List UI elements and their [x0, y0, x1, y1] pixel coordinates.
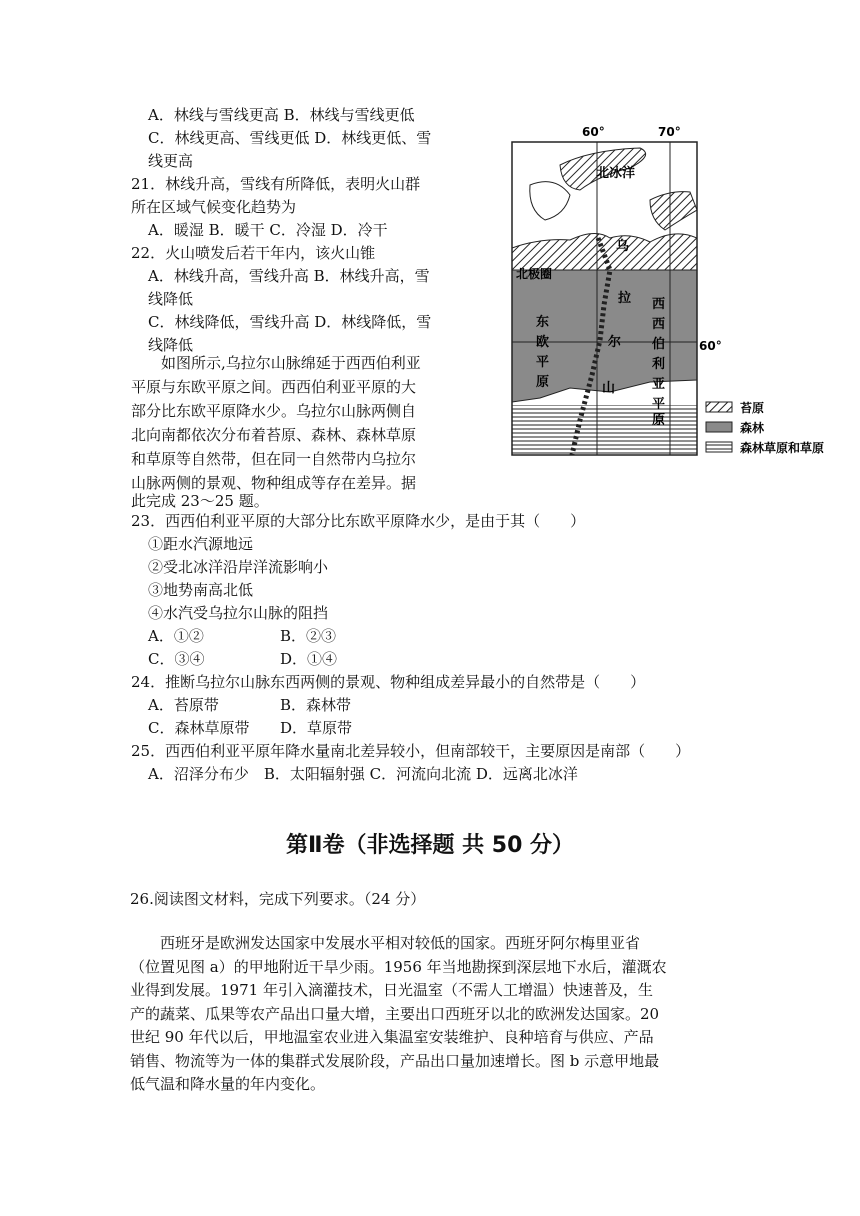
- svg-text:乌: 乌: [616, 239, 630, 254]
- svg-text:伯: 伯: [652, 337, 666, 352]
- section-title: 第Ⅱ卷（非选择题 共 50 分）: [285, 833, 575, 858]
- q25-stem: 25．西西伯利亚平原年降水量南北差异较小，但南部较干，主要原因是南部（ ）: [131, 742, 691, 760]
- svg-text:亚: 亚: [652, 377, 666, 392]
- q20-option-line-1: A．林线与雪线更高 B．林线与雪线更低: [148, 106, 415, 124]
- svg-text:原: 原: [536, 375, 550, 390]
- q24-option-b: B．森林带: [280, 696, 352, 714]
- q23-item-2: ②受北冰洋沿岸洋流影响小: [148, 558, 329, 576]
- q21-options: A．暖湿 B．暖干 C．冷湿 D．冷干: [148, 221, 388, 239]
- q26-material: [130, 932, 730, 1097]
- svg-text:西: 西: [652, 317, 666, 332]
- q23-item-1: ①距水汽源地远: [148, 535, 254, 553]
- q23-option-d: D．①④: [280, 650, 338, 668]
- legend-forest-swatch: [706, 422, 732, 432]
- q22-option-line-4: 线降低: [148, 336, 194, 354]
- q23-item-3: ③地势南高北低: [148, 581, 254, 599]
- legend-tundra-swatch: [706, 402, 732, 412]
- intro-line-4: 北向南都依次分布着苔原、森林、森林草原: [131, 426, 417, 444]
- q26-line-2: （位置见图 a）的甲地附近干旱少雨。1956 年当地勘探到深层地下水后，灌溉农: [130, 957, 667, 976]
- q20-option-line-3: 线更高: [148, 152, 194, 170]
- q24-stem: 24．推断乌拉尔山脉东西两侧的景观、物种组成差异最小的自然带是（ ）: [131, 673, 646, 691]
- q24-option-a: A．苔原带: [148, 696, 219, 714]
- lon-60-label: 60°: [582, 125, 605, 139]
- q22-option-line-2: 线降低: [148, 290, 194, 308]
- svg-text:山: 山: [602, 381, 616, 396]
- svg-text:平: 平: [536, 355, 550, 370]
- svg-text:西: 西: [652, 297, 666, 312]
- q26-line-5: 世纪 90 年代以后，甲地温室农业进入集温室安装维护、良种培育与供应、产品: [130, 1028, 654, 1046]
- legend-steppe-swatch: [706, 442, 732, 452]
- svg-text:原: 原: [652, 413, 666, 428]
- q21-stem-line-1: 21．林线升高，雪线有所降低，表明火山群: [131, 175, 421, 193]
- q23-item-4: ④水汽受乌拉尔山脉的阻挡: [148, 604, 329, 622]
- arctic-ocean-label: 北冰洋: [596, 166, 636, 181]
- intro-line-7: 此完成 23～25 题。: [131, 492, 269, 510]
- intro-line-3: 部分比东欧平原降水少。乌拉尔山脉两侧自: [131, 402, 417, 420]
- q25-options: A．沼泽分布少 B．太阳辐射强 C．河流向北流 D．远离北冰洋: [148, 765, 578, 783]
- q23-option-a: A．①②: [148, 627, 204, 645]
- ural-map: [500, 120, 850, 465]
- lon-70-label: 70°: [658, 125, 681, 139]
- q26-line-7: 低气温和降水量的年内变化。: [130, 1075, 326, 1093]
- svg-text:拉: 拉: [618, 291, 632, 306]
- q22-stem: 22．火山喷发后若干年内，该火山锥: [131, 244, 376, 262]
- q20-option-line-2: C．林线更高、雪线更低 D．林线更低、雪: [148, 129, 432, 147]
- q23-option-c: C．③④: [148, 650, 205, 668]
- intro-line-6: 山脉两侧的景观、物种组成等存在差异。据: [131, 474, 417, 492]
- svg-text:尔: 尔: [608, 335, 622, 350]
- q23-option-b: B．②③: [280, 627, 337, 645]
- intro-line-5: 和草原等自然带，但在同一自然带内乌拉尔: [131, 450, 417, 468]
- q23-stem: 23．西西伯利亚平原的大部分比东欧平原降水少，是由于其（ ）: [131, 512, 586, 530]
- q24-option-c: C．森林草原带: [148, 719, 250, 737]
- q22-option-line-3: C．林线降低，雪线升高 D．林线降低，雪: [148, 313, 432, 331]
- legend-forest-label: 森林: [740, 421, 765, 435]
- legend-steppe-label: 森林草原和草原: [740, 441, 825, 455]
- svg-text:平: 平: [652, 397, 666, 412]
- svg-text:东: 东: [536, 315, 550, 330]
- q26-line-1: 西班牙是欧洲发达国家中发展水平相对较低的国家。西班牙阿尔梅里亚省: [130, 934, 641, 952]
- q24-option-d: D．草原带: [280, 719, 353, 737]
- svg-text:欧: 欧: [536, 335, 550, 350]
- q22-option-line-1: A．林线升高，雪线升高 B．林线升高，雪: [148, 267, 430, 285]
- q26-title: 26.阅读图文材料，完成下列要求。（24 分）: [130, 890, 426, 908]
- lat-60-label: 60°: [699, 339, 722, 353]
- intro-line-1: 如图所示,乌拉尔山脉绵延于西西伯利亚: [161, 354, 421, 372]
- q26-line-4: 产的蔬菜、瓜果等农产品出口量大增，主要出口西班牙以北的欧洲发达国家。20: [130, 1004, 660, 1023]
- ural-map-figure: [500, 120, 850, 465]
- map-legend: [706, 400, 824, 455]
- svg-text:利: 利: [652, 357, 666, 372]
- legend-tundra-label: 苔原: [740, 401, 765, 415]
- intro-line-2: 平原与东欧平原之间。西西伯利亚平原的大: [131, 378, 417, 396]
- q26-line-6: 销售、物流等为一体的集群式发展阶段，产品出口量加速增长。图 b 示意甲地最: [130, 1051, 660, 1070]
- q21-stem-line-2: 所在区域气候变化趋势为: [131, 198, 297, 216]
- arctic-circle-label: 北极圈: [516, 267, 553, 281]
- q26-line-3: 业得到发展。1971 年引入滴灌技术，日光温室（不需人工增温）快速普及，生: [130, 981, 653, 999]
